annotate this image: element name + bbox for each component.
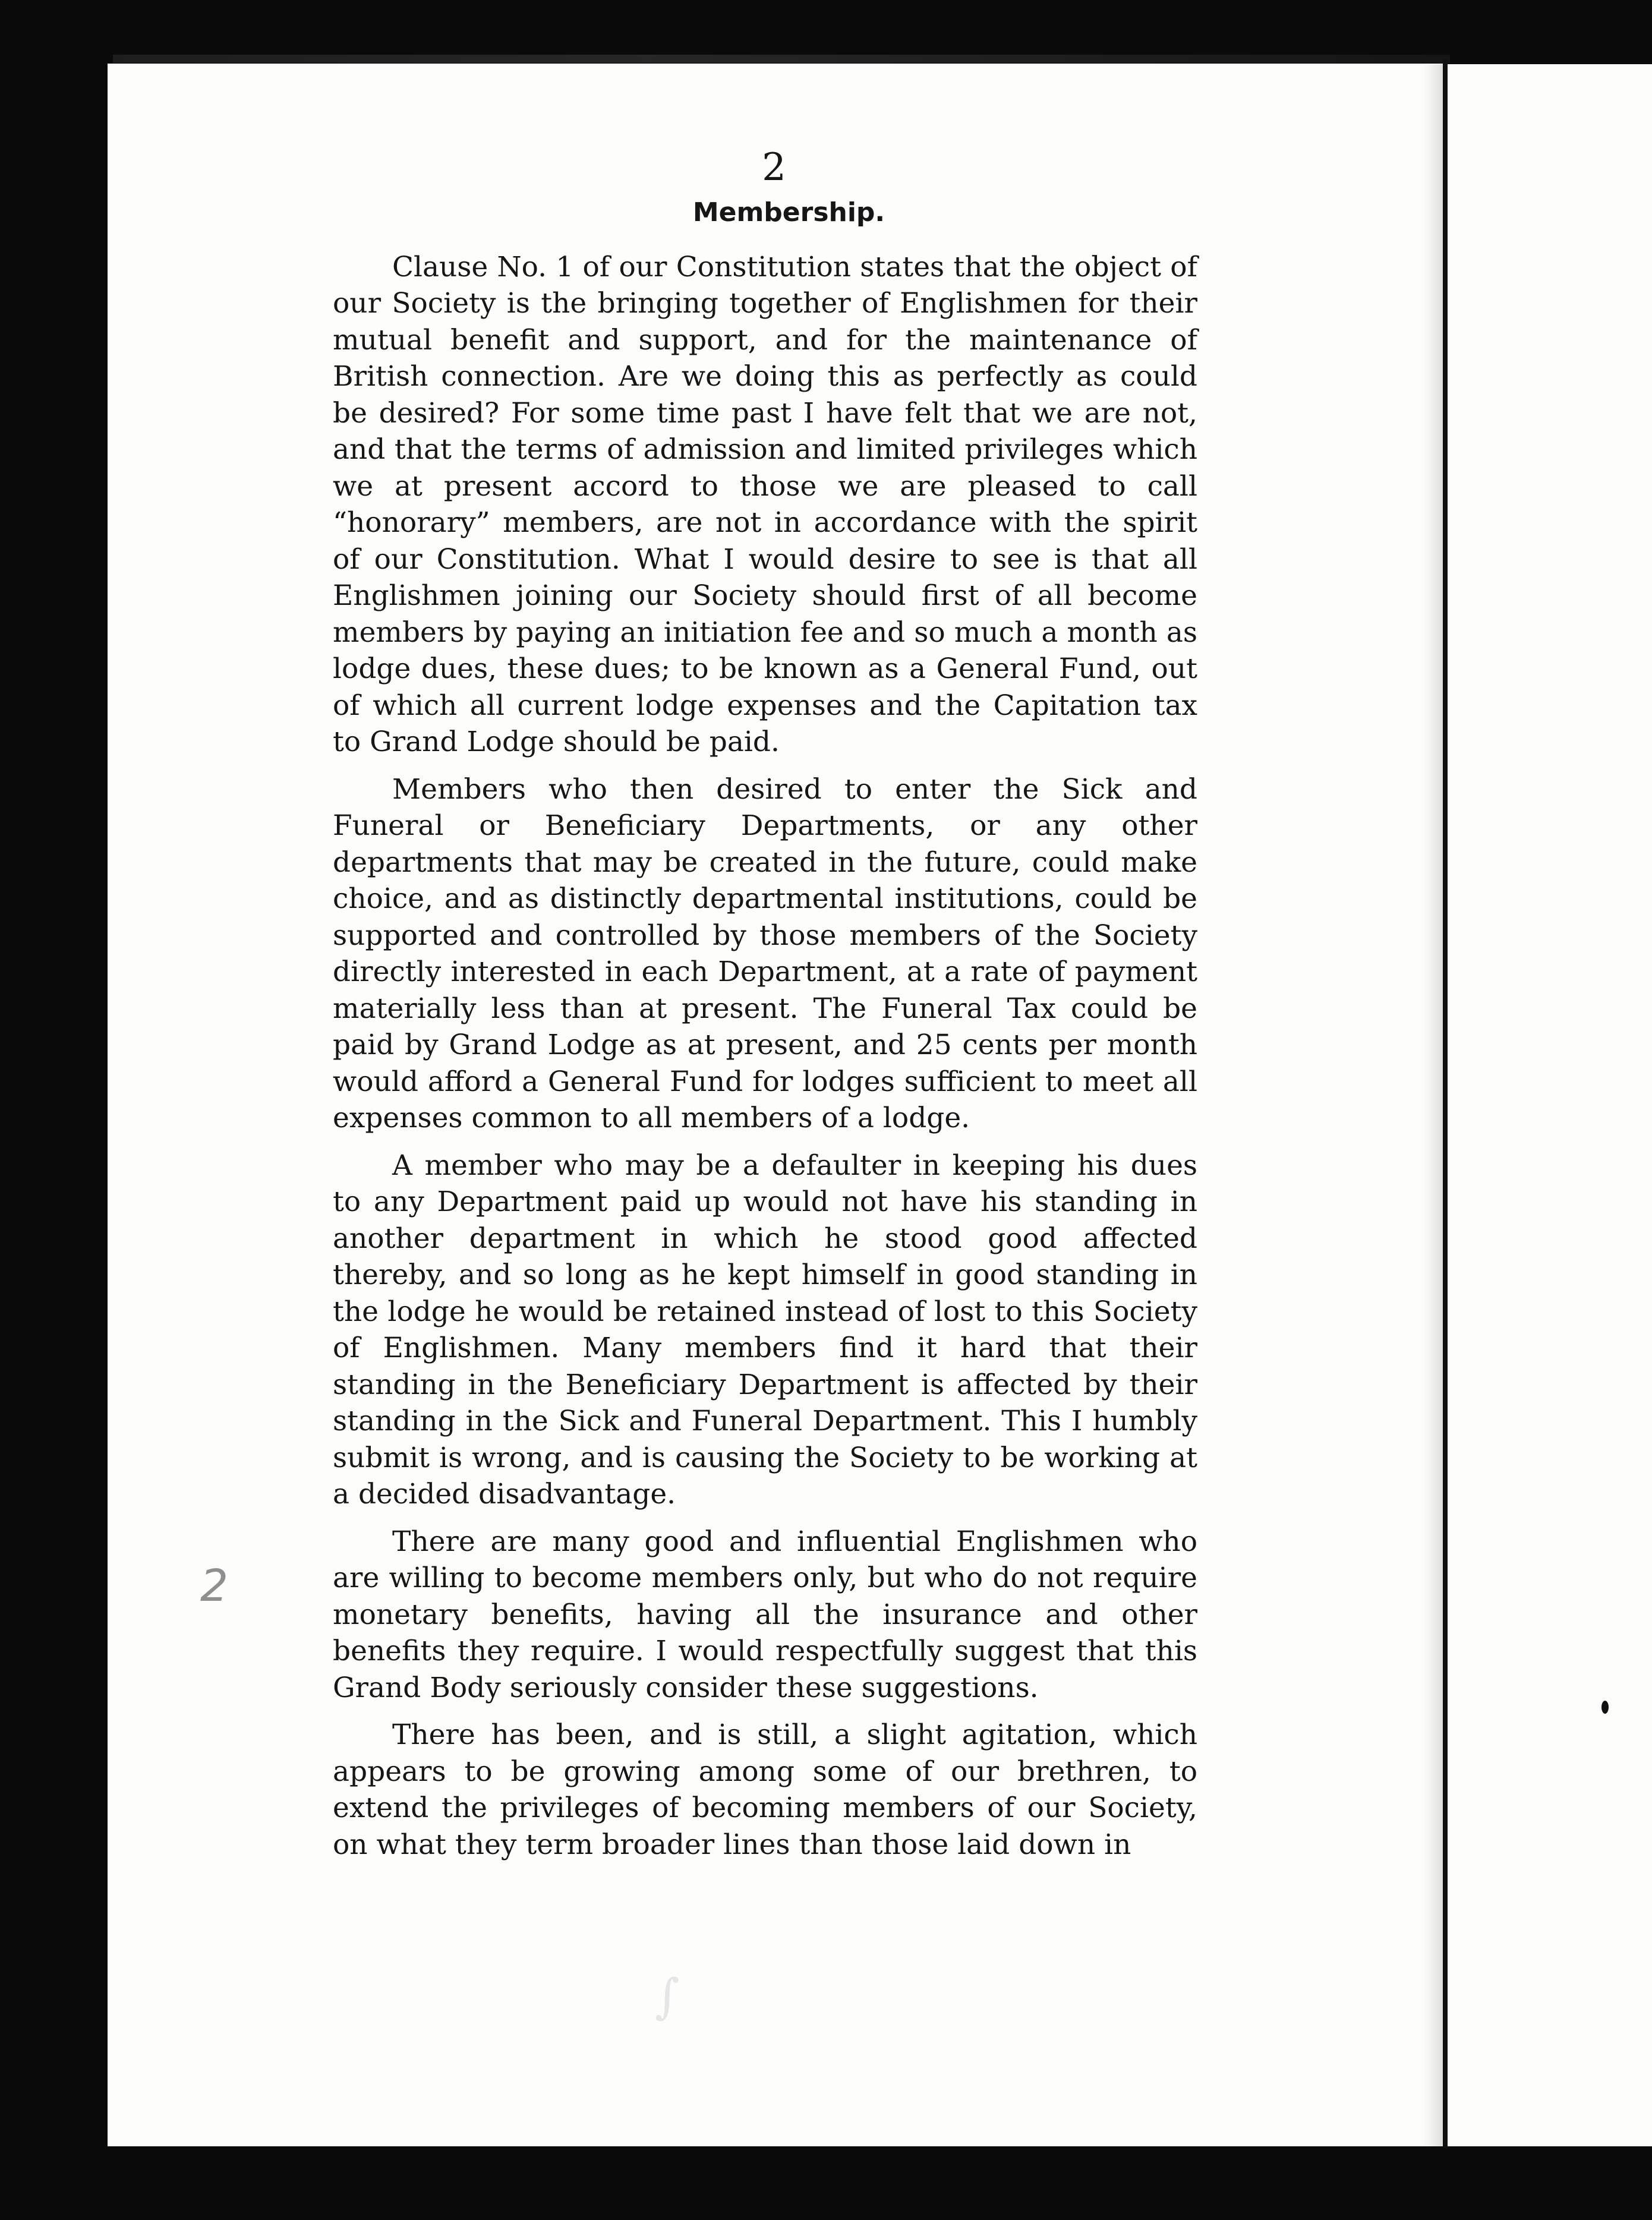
paragraph-4: There are many good and influential Englishmen who are willing to become members only, but who do not require monetary benefits, having all the insurance and other benefits they require. I would respectfully suggest that this Grand Body seriously consider these suggestions.: [333, 1525, 1197, 1704]
page-gutter-shadow: [1423, 64, 1443, 2146]
section-heading: Membership.: [692, 197, 885, 228]
paragraph-2: Members who then desired to enter the Sick and Funeral or Beneficiary Departments, or any other departments that may be created in the future, could make choice, and as distinctly departmental institutions, could be supported and controlled by those members of the Society directly interested in each Department, at a rate of payment materially less than at present. The Funeral Tax could be paid by Grand Lodge as at present, and 25 cents per month would afford a General Fund for lodges sufficient to meet all expenses common to all members of a lodge.: [333, 772, 1197, 1135]
faint-bleedthrough-mark: ∫: [655, 1969, 680, 2024]
page-number: 2: [762, 146, 786, 190]
paragraph-3: A member who may be a defaulter in keeping his dues to any Department paid up would not have his standing in another department in which he stood good affected thereby, and so long as he kept himself in good standing in the lodge he would be retained instead of lost to this Society of Englishmen. Many members find it hard that their standing in the Beneficiary Department is affected by their standing in the Sick and Funeral Department. This I humbly submit is wrong, and is causing the Society to be working at a decided disadvantage.: [333, 1149, 1197, 1511]
scan-top-edge: [113, 55, 1450, 63]
facing-page-dot: [1601, 1701, 1609, 1714]
facing-page-edge: [1448, 64, 1652, 2146]
paragraph-1: Clause No. 1 of our Constitution states that the object of our Society is the bringing together of Englishmen for their mutual benefit and support, and for the maintenance of British connection. Are we doing this as perfectly as could be desired? For some time past I have felt that we are not, and that the terms of admission and limited privileges which we at present accord to those we are pleased to call “honorary” members, are not in accordance with the spirit of our Constitution. What I would desire to see is that all Englishmen joining our Society should first of all become members by paying an initiation fee and so much a month as lodge dues, these dues; to be known as a General Fund, out of which all current lodge expenses and the Capitation tax to Grand Lodge should be paid.: [333, 250, 1197, 759]
book-spine: [1443, 59, 1448, 2148]
page-content: [333, 146, 1197, 1874]
handwritten-margin-mark: 2: [200, 1560, 229, 1612]
paragraph-5: There has been, and is still, a slight agitation, which appears to be growing among some of our brethren, to extend the privileges of becoming members of our Society, on what they term broader lines than those laid down in: [333, 1718, 1197, 1861]
